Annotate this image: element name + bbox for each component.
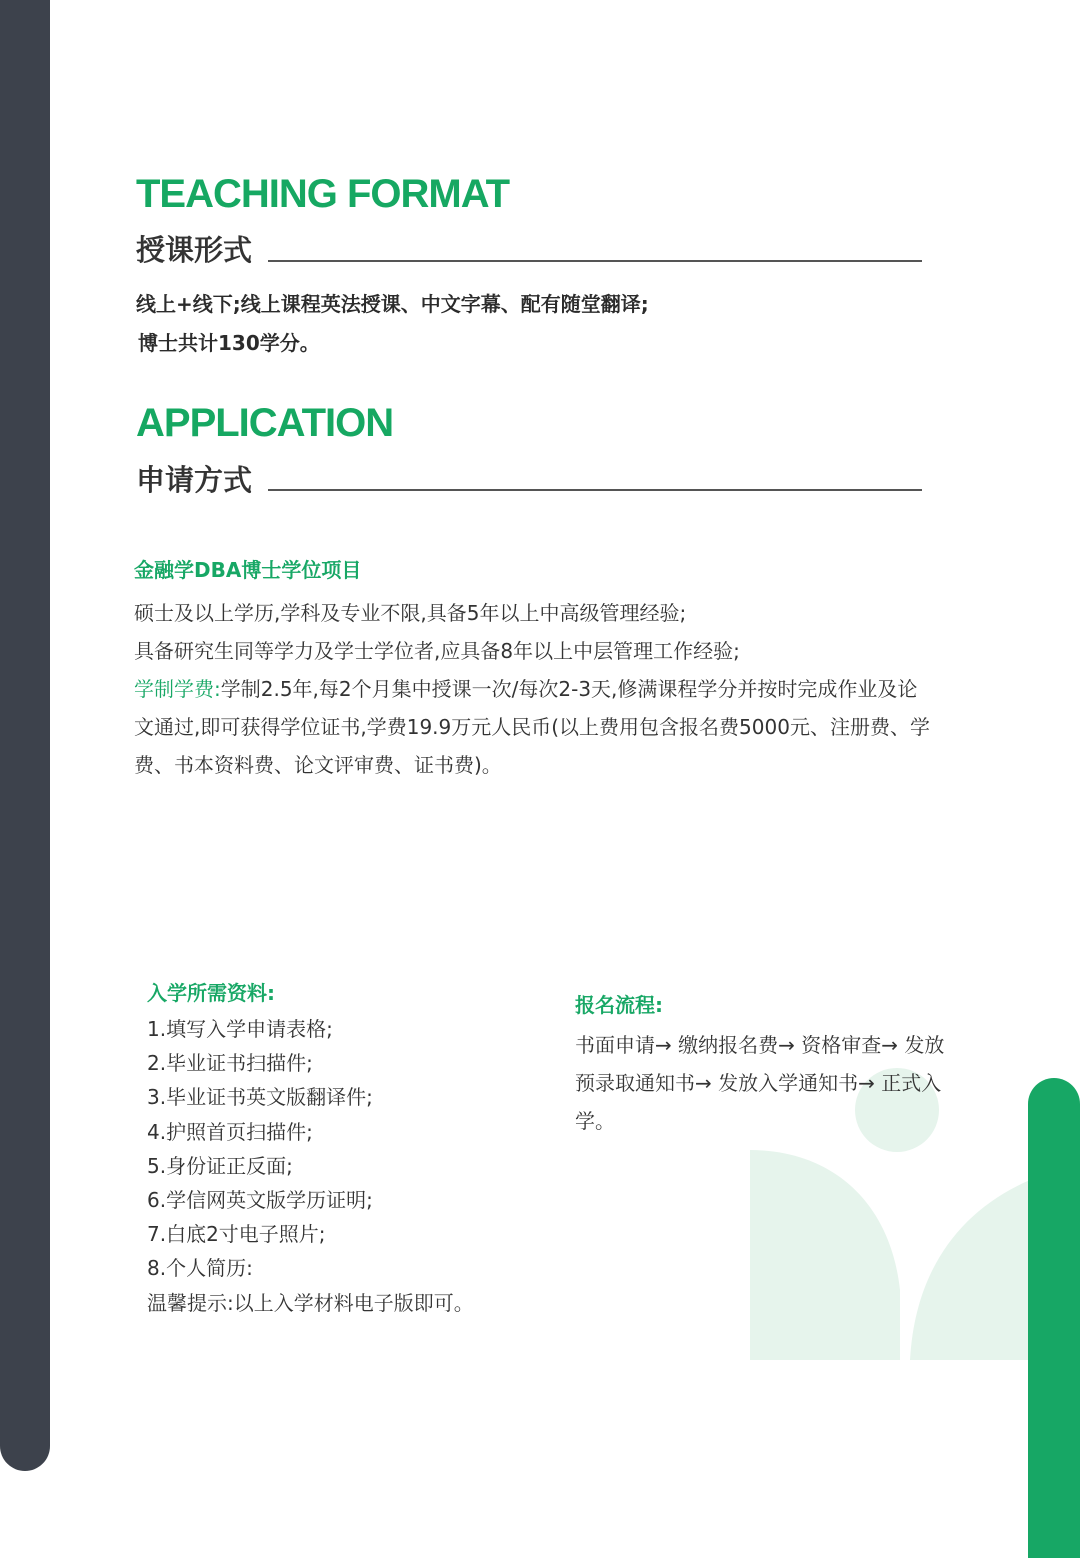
right-decorative-bar [1028, 1078, 1080, 1558]
application-cn-title: 申请方式 [136, 463, 253, 497]
list-item: 8.个人简历: [147, 1256, 253, 1281]
teaching-line-1: 线上+线下;线上课程英法授课、中文字幕、配有随堂翻译; [136, 292, 649, 316]
list-item: 5.身份证正反面; [147, 1153, 293, 1178]
tuition-label: 学制学费: [134, 677, 221, 701]
materials-list [147, 1012, 547, 1320]
program-name: 金融学DBA博士学位项目 [134, 558, 362, 582]
registration-process [575, 990, 945, 1140]
list-item: 2.毕业证书扫描件; [147, 1051, 313, 1076]
teaching-format-cn-title: 授课形式 [136, 233, 253, 267]
process-title: 报名流程: [575, 993, 663, 1017]
left-decorative-bar [0, 0, 50, 1471]
tuition-paragraph [134, 670, 934, 784]
tuition-text: 学制2.5年,每2个月集中授课一次/每次2-3天,修满课程学分并按时完成作业及论文通过,即可获得学位证书,学费19.9万元人民币(以上费用包含报名费5000元、注册费、学费、书本资料费、论文评审费、证书费)。 [134, 677, 930, 777]
list-item: 4.护照首页扫描件; [147, 1119, 313, 1144]
process-steps: 书面申请→ 缴纳报名费→ 资格审查→ 发放预录取通知书→ 发放入学通知书→ 正式入学。 [575, 1033, 945, 1133]
list-item: 3.毕业证书英文版翻译件; [147, 1085, 373, 1110]
requirement-2: 具备研究生同等学力及学士学位者,应具备8年以上中层管理工作经验; [134, 639, 740, 663]
teaching-title-rule [268, 260, 922, 262]
list-item: 1.填写入学申请表格; [147, 1017, 333, 1041]
required-materials [147, 978, 547, 1320]
materials-title: 入学所需资料: [147, 981, 275, 1005]
list-item: 6.学信网英文版学历证明; [147, 1188, 373, 1213]
teaching-format-title: TEACHING FORMAT [136, 172, 510, 216]
materials-tip: 温馨提示:以上入学材料电子版即可。 [147, 1290, 474, 1315]
application-title: APPLICATION [136, 401, 394, 445]
application-details [134, 556, 934, 784]
requirement-1: 硕士及以上学历,学科及专业不限,具备5年以上中高级管理经验; [134, 601, 687, 625]
list-item: 7.白底2寸电子照片; [147, 1222, 326, 1247]
teaching-line-2: 博士共计130学分。 [138, 331, 320, 355]
application-title-rule [268, 489, 922, 491]
